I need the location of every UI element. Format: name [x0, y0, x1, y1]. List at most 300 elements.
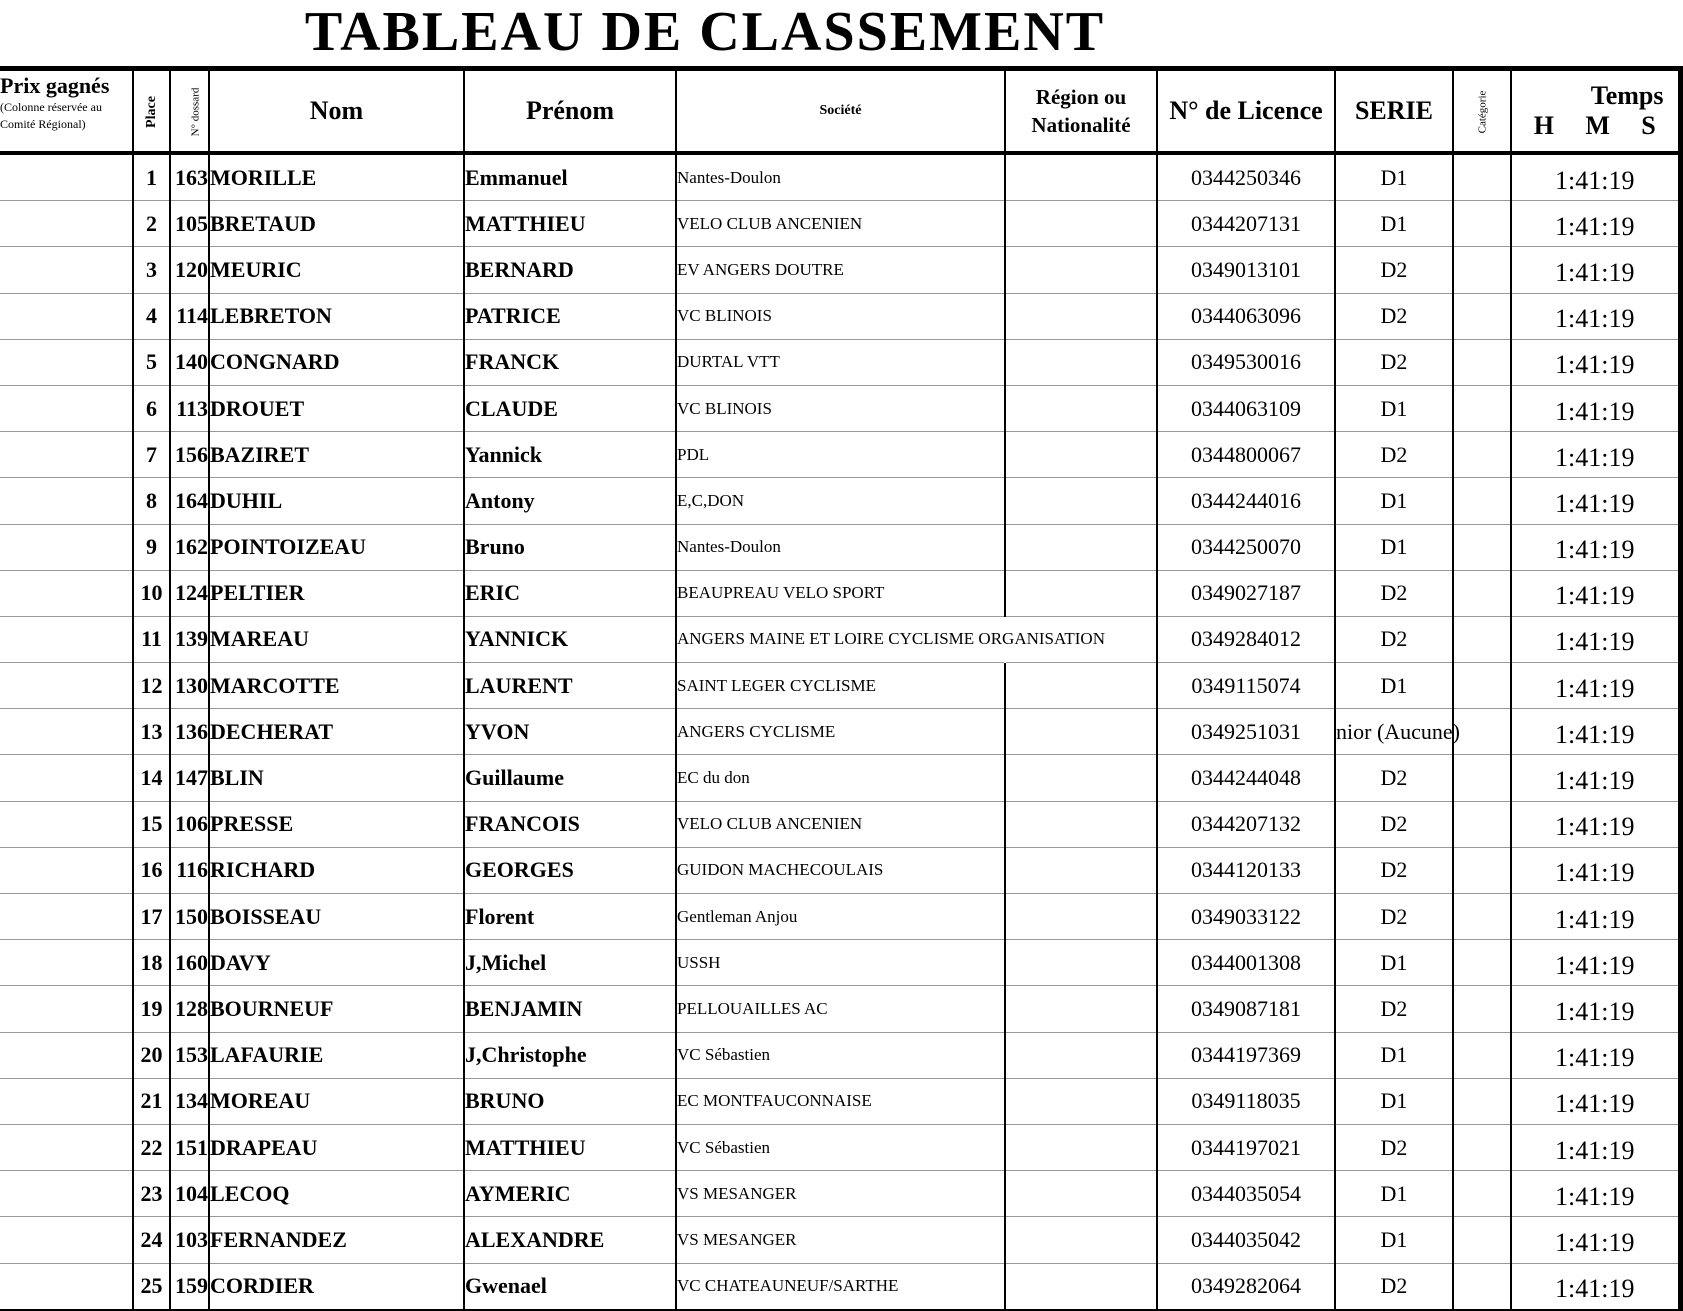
- header-dossard-label: N° dossard: [189, 87, 202, 137]
- cell-prize: [0, 432, 133, 478]
- cell-serie: D1: [1335, 385, 1453, 431]
- cell-nom: DUHIL: [209, 478, 464, 524]
- cell-prenom: CLAUDE: [464, 385, 676, 431]
- cell-licence: 0344250346: [1157, 153, 1335, 201]
- cell-prize: [0, 986, 133, 1032]
- cell-serie: D2: [1335, 755, 1453, 801]
- cell-dossard: 162: [170, 524, 209, 570]
- cell-temps: 1:41:19: [1511, 153, 1680, 201]
- cell-licence: 0344244016: [1157, 478, 1335, 524]
- cell-licence: 0344120133: [1157, 847, 1335, 893]
- cell-prize: [0, 616, 133, 662]
- cell-prenom: Florent: [464, 894, 676, 940]
- cell-prenom: J,Christophe: [464, 1032, 676, 1078]
- cell-licence: 0349530016: [1157, 339, 1335, 385]
- table-row: [0, 153, 1680, 201]
- cell-categorie: [1453, 201, 1511, 247]
- cell-temps: 1:41:19: [1511, 709, 1680, 755]
- cell-prize: [0, 894, 133, 940]
- cell-place: 6: [133, 385, 170, 431]
- cell-societe: VS MESANGER: [676, 1217, 1005, 1263]
- cell-dossard: 164: [170, 478, 209, 524]
- cell-region: [1005, 478, 1157, 524]
- cell-categorie: [1453, 478, 1511, 524]
- table-row: [0, 755, 1680, 801]
- cell-temps: 1:41:19: [1511, 293, 1680, 339]
- cell-dossard: 130: [170, 663, 209, 709]
- cell-nom: LEBRETON: [209, 293, 464, 339]
- cell-temps: 1:41:19: [1511, 1124, 1680, 1170]
- cell-place: 22: [133, 1124, 170, 1170]
- cell-nom: BRETAUD: [209, 201, 464, 247]
- cell-nom: MOREAU: [209, 1078, 464, 1124]
- cell-serie: nior (Aucune): [1335, 709, 1453, 755]
- cell-nom: PRESSE: [209, 801, 464, 847]
- cell-nom: LAFAURIE: [209, 1032, 464, 1078]
- cell-place: 14: [133, 755, 170, 801]
- cell-place: 13: [133, 709, 170, 755]
- cell-licence: 0349027187: [1157, 570, 1335, 616]
- cell-prenom: J,Michel: [464, 940, 676, 986]
- cell-prize: [0, 293, 133, 339]
- cell-prenom: LAURENT: [464, 663, 676, 709]
- cell-nom: DROUET: [209, 385, 464, 431]
- cell-serie: D2: [1335, 247, 1453, 293]
- cell-place: 18: [133, 940, 170, 986]
- header-prize: [0, 69, 133, 154]
- cell-region: [1005, 940, 1157, 986]
- cell-place: 4: [133, 293, 170, 339]
- cell-prize: [0, 940, 133, 986]
- table-row: [0, 293, 1680, 339]
- cell-temps: 1:41:19: [1511, 986, 1680, 1032]
- cell-region: [1005, 1032, 1157, 1078]
- cell-prenom: Yannick: [464, 432, 676, 478]
- cell-region: [1005, 801, 1157, 847]
- cell-serie: D1: [1335, 478, 1453, 524]
- cell-dossard: 105: [170, 201, 209, 247]
- cell-prize: [0, 1217, 133, 1263]
- cell-place: 15: [133, 801, 170, 847]
- header-dossard: [170, 69, 209, 154]
- header-societe: Société: [676, 69, 1005, 154]
- cell-licence: 0344197369: [1157, 1032, 1335, 1078]
- header-region-line-2: Nationalité: [1031, 113, 1131, 137]
- cell-prize: [0, 847, 133, 893]
- cell-place: 2: [133, 201, 170, 247]
- cell-temps: 1:41:19: [1511, 847, 1680, 893]
- cell-licence: 0349013101: [1157, 247, 1335, 293]
- cell-nom: LECOQ: [209, 1171, 464, 1217]
- cell-prize: [0, 1078, 133, 1124]
- cell-place: 1: [133, 153, 170, 201]
- cell-prenom: MATTHIEU: [464, 1124, 676, 1170]
- cell-licence: 0344063109: [1157, 385, 1335, 431]
- cell-categorie: [1453, 1124, 1511, 1170]
- cell-societe: SAINT LEGER CYCLISME: [676, 663, 1005, 709]
- cell-licence: 0344197021: [1157, 1124, 1335, 1170]
- cell-prenom: BENJAMIN: [464, 986, 676, 1032]
- table-row: [0, 801, 1680, 847]
- cell-place: 9: [133, 524, 170, 570]
- cell-societe: VC BLINOIS: [676, 293, 1005, 339]
- cell-nom: MAREAU: [209, 616, 464, 662]
- cell-licence: 0344250070: [1157, 524, 1335, 570]
- table-row: [0, 1171, 1680, 1217]
- cell-licence: 0349118035: [1157, 1078, 1335, 1124]
- cell-prize: [0, 339, 133, 385]
- cell-societe: ANGERS CYCLISME: [676, 709, 1005, 755]
- cell-dossard: 151: [170, 1124, 209, 1170]
- cell-nom: FERNANDEZ: [209, 1217, 464, 1263]
- cell-prize: [0, 478, 133, 524]
- cell-region: [1005, 847, 1157, 893]
- cell-prize: [0, 570, 133, 616]
- cell-temps: 1:41:19: [1511, 524, 1680, 570]
- cell-temps: 1:41:19: [1511, 201, 1680, 247]
- cell-nom: BOISSEAU: [209, 894, 464, 940]
- cell-licence: 0349251031: [1157, 709, 1335, 755]
- cell-region: [1005, 1078, 1157, 1124]
- header-hms: [1512, 111, 1678, 141]
- cell-prize: [0, 524, 133, 570]
- cell-region: [1005, 247, 1157, 293]
- cell-region: [1005, 201, 1157, 247]
- cell-dossard: 134: [170, 1078, 209, 1124]
- cell-serie: D1: [1335, 1171, 1453, 1217]
- cell-dossard: 163: [170, 153, 209, 201]
- cell-dossard: 124: [170, 570, 209, 616]
- cell-licence: 0349033122: [1157, 894, 1335, 940]
- cell-nom: DAVY: [209, 940, 464, 986]
- cell-societe: Nantes-Doulon: [676, 524, 1005, 570]
- cell-prenom: YVON: [464, 709, 676, 755]
- cell-prize: [0, 153, 133, 201]
- cell-societe: PELLOUAILLES AC: [676, 986, 1005, 1032]
- cell-dossard: 147: [170, 755, 209, 801]
- cell-temps: 1:41:19: [1511, 663, 1680, 709]
- cell-temps: 1:41:19: [1511, 570, 1680, 616]
- header-serie-label: SERIE: [1354, 96, 1434, 125]
- cell-place: 11: [133, 616, 170, 662]
- table-row: [0, 1078, 1680, 1124]
- cell-region: [1005, 524, 1157, 570]
- cell-place: 8: [133, 478, 170, 524]
- cell-region: [1005, 339, 1157, 385]
- cell-temps: 1:41:19: [1511, 478, 1680, 524]
- table-row: [0, 663, 1680, 709]
- cell-societe: VELO CLUB ANCENIEN: [676, 801, 1005, 847]
- cell-categorie: [1453, 616, 1511, 662]
- table-row: [0, 1124, 1680, 1170]
- cell-place: 21: [133, 1078, 170, 1124]
- cell-serie: D1: [1335, 663, 1453, 709]
- cell-categorie: [1453, 1263, 1511, 1310]
- cell-dossard: 128: [170, 986, 209, 1032]
- cell-categorie: [1453, 385, 1511, 431]
- header-prize-sub-1: (Colonne réservée au: [0, 100, 102, 114]
- cell-serie: D1: [1335, 1032, 1453, 1078]
- header-region: [1005, 69, 1157, 154]
- cell-societe: VELO CLUB ANCENIEN: [676, 201, 1005, 247]
- cell-dossard: 113: [170, 385, 209, 431]
- cell-dossard: 114: [170, 293, 209, 339]
- cell-prize: [0, 247, 133, 293]
- header-prize-title: Prix gagnés: [0, 73, 110, 98]
- cell-societe: E,C,DON: [676, 478, 1005, 524]
- cell-societe: VC Sébastien: [676, 1124, 1005, 1170]
- cell-societe: VC CHATEAUNEUF/SARTHE: [676, 1263, 1005, 1310]
- cell-serie: D1: [1335, 153, 1453, 201]
- cell-prenom: Gwenael: [464, 1263, 676, 1310]
- cell-dossard: 116: [170, 847, 209, 893]
- cell-societe: DURTAL VTT: [676, 339, 1005, 385]
- cell-prize: [0, 663, 133, 709]
- cell-categorie: [1453, 801, 1511, 847]
- header-nom: Nom: [209, 69, 464, 154]
- cell-dossard: 120: [170, 247, 209, 293]
- cell-societe: EV ANGERS DOUTRE: [676, 247, 1005, 293]
- cell-licence: 0344001308: [1157, 940, 1335, 986]
- cell-prize: [0, 755, 133, 801]
- cell-region: [1005, 1171, 1157, 1217]
- cell-licence: 0344063096: [1157, 293, 1335, 339]
- header-categorie: [1453, 69, 1511, 154]
- cell-categorie: [1453, 847, 1511, 893]
- cell-prize: [0, 801, 133, 847]
- cell-region: [1005, 570, 1157, 616]
- cell-categorie: [1453, 1171, 1511, 1217]
- cell-place: 5: [133, 339, 170, 385]
- cell-dossard: 106: [170, 801, 209, 847]
- cell-categorie: [1453, 986, 1511, 1032]
- cell-temps: 1:41:19: [1511, 894, 1680, 940]
- cell-dossard: 139: [170, 616, 209, 662]
- cell-licence: 0349115074: [1157, 663, 1335, 709]
- table-row: [0, 339, 1680, 385]
- cell-serie: D2: [1335, 616, 1453, 662]
- cell-categorie: [1453, 153, 1511, 201]
- cell-dossard: 150: [170, 894, 209, 940]
- header-licence: N° de Licence: [1157, 69, 1335, 154]
- cell-societe: BEAUPREAU VELO SPORT: [676, 570, 1005, 616]
- header-place-label: Place: [143, 96, 159, 128]
- cell-societe: PDL: [676, 432, 1005, 478]
- table-row: [0, 1263, 1680, 1310]
- cell-prenom: Antony: [464, 478, 676, 524]
- header-temps-label: Temps: [1590, 81, 1664, 110]
- cell-region: [1005, 755, 1157, 801]
- cell-societe: VS MESANGER: [676, 1171, 1005, 1217]
- header-prize-sub-2: Comité Régional): [0, 117, 86, 131]
- cell-temps: 1:41:19: [1511, 755, 1680, 801]
- cell-region: [1005, 1124, 1157, 1170]
- cell-nom: BAZIRET: [209, 432, 464, 478]
- cell-place: 3: [133, 247, 170, 293]
- cell-nom: POINTOIZEAU: [209, 524, 464, 570]
- cell-licence: 0344035054: [1157, 1171, 1335, 1217]
- cell-region: [1005, 293, 1157, 339]
- cell-temps: 1:41:19: [1511, 1217, 1680, 1263]
- cell-region: [1005, 1263, 1157, 1310]
- table-row: [0, 709, 1680, 755]
- cell-serie: D2: [1335, 339, 1453, 385]
- cell-categorie: [1453, 524, 1511, 570]
- cell-place: 17: [133, 894, 170, 940]
- cell-place: 20: [133, 1032, 170, 1078]
- cell-prenom: GEORGES: [464, 847, 676, 893]
- cell-serie: D2: [1335, 894, 1453, 940]
- cell-categorie: [1453, 1217, 1511, 1263]
- cell-licence: 0349087181: [1157, 986, 1335, 1032]
- cell-serie: D2: [1335, 432, 1453, 478]
- cell-region: [1005, 153, 1157, 201]
- table-row: [0, 524, 1680, 570]
- cell-serie: D2: [1335, 801, 1453, 847]
- cell-categorie: [1453, 339, 1511, 385]
- cell-region: [1005, 385, 1157, 431]
- cell-licence: 0344800067: [1157, 432, 1335, 478]
- header-region-line-1: Région ou: [1035, 85, 1127, 109]
- cell-societe: VC Sébastien: [676, 1032, 1005, 1078]
- cell-dossard: 140: [170, 339, 209, 385]
- cell-serie: D1: [1335, 524, 1453, 570]
- cell-licence: 0344244048: [1157, 755, 1335, 801]
- header-s: S: [1641, 111, 1656, 140]
- cell-dossard: 103: [170, 1217, 209, 1263]
- cell-temps: 1:41:19: [1511, 1171, 1680, 1217]
- cell-serie: D2: [1335, 1124, 1453, 1170]
- cell-place: 25: [133, 1263, 170, 1310]
- cell-nom: MEURIC: [209, 247, 464, 293]
- cell-categorie: [1453, 1078, 1511, 1124]
- cell-categorie: [1453, 432, 1511, 478]
- cell-societe: ANGERS MAINE ET LOIRE CYCLISME ORGANISATION: [676, 616, 1005, 662]
- table-row: [0, 385, 1680, 431]
- cell-temps: 1:41:19: [1511, 339, 1680, 385]
- cell-dossard: 156: [170, 432, 209, 478]
- cell-temps: 1:41:19: [1511, 385, 1680, 431]
- table-row: [0, 247, 1680, 293]
- cell-societe: Gentleman Anjou: [676, 894, 1005, 940]
- cell-prize: [0, 1124, 133, 1170]
- header-serie: [1335, 69, 1453, 154]
- cell-temps: 1:41:19: [1511, 1078, 1680, 1124]
- cell-prenom: BERNARD: [464, 247, 676, 293]
- cell-licence: 0349282064: [1157, 1263, 1335, 1310]
- cell-categorie: [1453, 1032, 1511, 1078]
- cell-licence: 0344035042: [1157, 1217, 1335, 1263]
- table-row: [0, 940, 1680, 986]
- table-row: [0, 1217, 1680, 1263]
- cell-nom: MORILLE: [209, 153, 464, 201]
- cell-nom: MARCOTTE: [209, 663, 464, 709]
- table-row: [0, 986, 1680, 1032]
- cell-serie: D1: [1335, 1217, 1453, 1263]
- cell-nom: CONGNARD: [209, 339, 464, 385]
- cell-place: 10: [133, 570, 170, 616]
- cell-dossard: 159: [170, 1263, 209, 1310]
- cell-nom: PELTIER: [209, 570, 464, 616]
- cell-dossard: 160: [170, 940, 209, 986]
- header-m: M: [1585, 111, 1610, 140]
- cell-serie: D2: [1335, 570, 1453, 616]
- cell-categorie: [1453, 570, 1511, 616]
- cell-serie: D2: [1335, 847, 1453, 893]
- cell-licence: 0344207132: [1157, 801, 1335, 847]
- cell-categorie: [1453, 894, 1511, 940]
- header-prenom: Prénom: [464, 69, 676, 154]
- ranking-table: [0, 66, 1683, 1311]
- table-row: [0, 570, 1680, 616]
- cell-region: [1005, 1217, 1157, 1263]
- cell-societe: EC MONTFAUCONNAISE: [676, 1078, 1005, 1124]
- cell-serie: D1: [1335, 940, 1453, 986]
- cell-categorie: [1453, 755, 1511, 801]
- cell-licence: 0344207131: [1157, 201, 1335, 247]
- cell-serie: D2: [1335, 293, 1453, 339]
- header-h: H: [1533, 111, 1554, 140]
- cell-nom: RICHARD: [209, 847, 464, 893]
- cell-prenom: FRANCOIS: [464, 801, 676, 847]
- cell-prenom: MATTHIEU: [464, 201, 676, 247]
- cell-nom: BOURNEUF: [209, 986, 464, 1032]
- cell-prize: [0, 709, 133, 755]
- cell-temps: 1:41:19: [1511, 247, 1680, 293]
- cell-prenom: BRUNO: [464, 1078, 676, 1124]
- cell-place: 23: [133, 1171, 170, 1217]
- cell-prenom: AYMERIC: [464, 1171, 676, 1217]
- table-row: [0, 201, 1680, 247]
- table-row: [0, 432, 1680, 478]
- cell-serie: D1: [1335, 1078, 1453, 1124]
- table-row: [0, 847, 1680, 893]
- table-row: [0, 1032, 1680, 1078]
- cell-region: [1005, 663, 1157, 709]
- cell-region: [1005, 986, 1157, 1032]
- cell-region: [1005, 432, 1157, 478]
- cell-societe: EC du don: [676, 755, 1005, 801]
- cell-prenom: Guillaume: [464, 755, 676, 801]
- cell-serie: D2: [1335, 986, 1453, 1032]
- cell-categorie: [1453, 663, 1511, 709]
- cell-prenom: PATRICE: [464, 293, 676, 339]
- cell-dossard: 104: [170, 1171, 209, 1217]
- cell-societe: Nantes-Doulon: [676, 153, 1005, 201]
- cell-dossard: 136: [170, 709, 209, 755]
- cell-place: 12: [133, 663, 170, 709]
- table-row: [0, 478, 1680, 524]
- cell-temps: 1:41:19: [1511, 1263, 1680, 1310]
- cell-nom: DECHERAT: [209, 709, 464, 755]
- table-row: [0, 894, 1680, 940]
- cell-societe: USSH: [676, 940, 1005, 986]
- cell-temps: 1:41:19: [1511, 801, 1680, 847]
- cell-societe: VC BLINOIS: [676, 385, 1005, 431]
- cell-prize: [0, 201, 133, 247]
- cell-categorie: [1453, 293, 1511, 339]
- cell-nom: DRAPEAU: [209, 1124, 464, 1170]
- cell-place: 24: [133, 1217, 170, 1263]
- cell-serie: D2: [1335, 1263, 1453, 1310]
- cell-temps: 1:41:19: [1511, 432, 1680, 478]
- cell-categorie: [1453, 247, 1511, 293]
- cell-region: [1005, 709, 1157, 755]
- cell-prenom: ALEXANDRE: [464, 1217, 676, 1263]
- cell-prize: [0, 385, 133, 431]
- header-place: [133, 69, 170, 154]
- header-categorie-label: Catégorie: [1475, 90, 1488, 134]
